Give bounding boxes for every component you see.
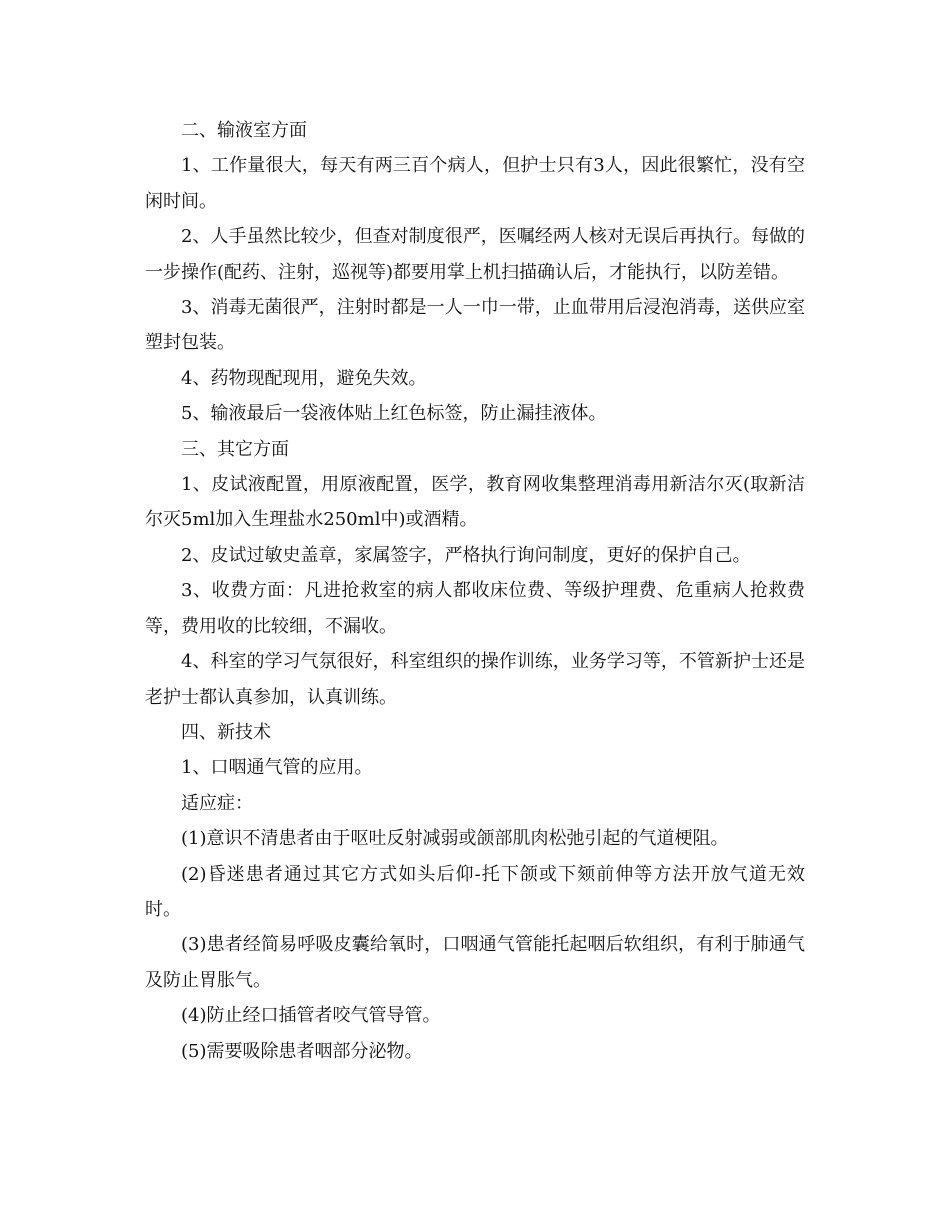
paragraph: 2、人手虽然比较少，但查对制度很严，医嘱经两人核对无误后再执行。每做的一步操作(配药、注射，巡视等)都要用掌上机扫描确认后，才能执行，以防差错。: [145, 226, 805, 283]
list-item: (4)防止经口插管者咬气管导管。: [181, 1005, 441, 1027]
list-item: (2)昏迷患者通过其它方式如头后仰-托下颌或下颏前伸等方法开放气道无效时。: [145, 863, 805, 920]
list-item: (1)意识不清患者由于呕吐反射减弱或颌部肌肉松弛引起的气道梗阻。: [181, 828, 729, 850]
paragraph: 1、皮试液配置，用原液配置，医学，教育网收集整理消毒用新洁尔灭(取新洁尔灭5ml加入生理盐水250ml中)或酒精。: [145, 474, 805, 531]
list-item: (5)需要吸除患者咽部分泌物。: [181, 1040, 423, 1062]
indications-label: 适应症：: [181, 792, 253, 814]
document-body: [145, 113, 805, 1069]
paragraph: 3、消毒无菌很严，注射时都是一人一巾一带，止血带用后浸泡消毒，送供应室塑封包装。: [145, 297, 805, 354]
list-item: (3)患者经简易呼吸皮囊给氧时，口咽通气管能托起咽后软组织，有利于肺通气及防止胃胀气。: [145, 934, 805, 991]
section-heading-infusion-room: 二、输液室方面: [181, 120, 307, 141]
paragraph: 2、皮试过敏史盖章，家属签字，严格执行询问制度，更好的保护自己。: [181, 544, 751, 566]
section-heading-new-technology: 四、新技术: [181, 721, 271, 743]
paragraph: 1、口咽通气管的应用。: [181, 757, 373, 779]
paragraph: 4、药物现配现用，避免失效。: [181, 367, 427, 389]
section-heading-other: 三、其它方面: [181, 438, 289, 460]
paragraph: 1、工作量很大，每天有两三百个病人，但护士只有3人，因此很繁忙，没有空闲时间。: [145, 155, 805, 212]
paragraph: 5、输液最后一袋液体贴上红色标签，防止漏挂液体。: [181, 403, 607, 425]
paragraph: 4、科室的学习气氛很好，科室组织的操作训练，业务学习等，不管新护士还是老护士都认真参加，认真训练。: [145, 651, 805, 708]
paragraph: 3、收费方面：凡进抢救室的病人都收床位费、等级护理费、危重病人抢救费等，费用收的比较细，不漏收。: [145, 580, 805, 637]
